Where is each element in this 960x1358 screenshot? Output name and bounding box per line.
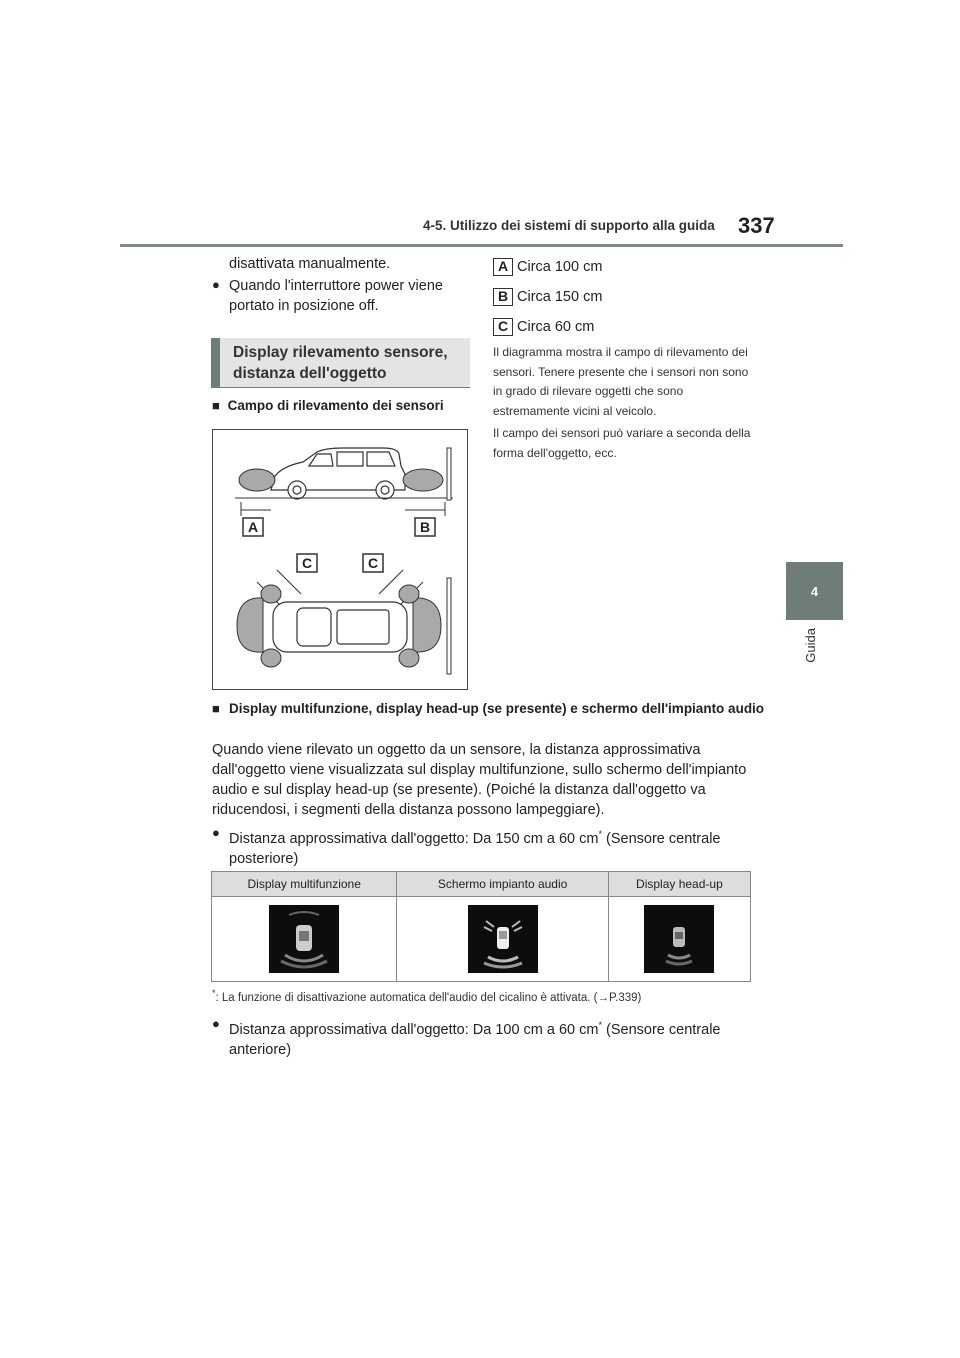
- section-heading-text: Display rilevamento sensore, distanza dell'oggetto: [233, 344, 448, 382]
- table-header-audio: Schermo impianto audio: [397, 872, 608, 897]
- footnote: [212, 988, 772, 1004]
- display-paragraph: Quando viene rilevato un oggetto da un sensore, la distanza approssimativa dall'oggetto viene visualizzata sul display multifunzione, sullo schermo dell'impianto audio e sul display head-up (se presente). (Poiché la distanza dall'oggetto va riducendosi, i segmenti della distanza possono lampeggiare).: [212, 742, 747, 818]
- square-bullet-icon: ■: [212, 701, 220, 716]
- legend-c-letter: C: [493, 318, 513, 336]
- bullet-front-text: Distanza approssimativa dall'oggetto: Da 100 cm a 60 cm: [229, 1021, 599, 1038]
- bullet-rear-text: Distanza approssimativa dall'oggetto: Da 150 cm a 60 cm: [229, 830, 599, 847]
- bullet-front-suffix: (Sensore centrale anteriore): [229, 1021, 721, 1058]
- front-lobe: [239, 469, 275, 491]
- table-header-multi: Display multifunzione: [212, 872, 397, 897]
- legend-b-text: Circa 150 cm: [517, 289, 603, 305]
- label-a: A: [247, 519, 259, 535]
- rear-lobe-top: [413, 598, 441, 652]
- rear-lobe: [403, 469, 443, 491]
- table-header-hud: Display head-up: [608, 872, 750, 897]
- hud-display-image: [644, 905, 714, 973]
- display-table: [211, 871, 751, 982]
- header-rule: [120, 244, 843, 247]
- legend-a-text: Circa 100 cm: [517, 259, 603, 275]
- audio-screen-image: [468, 905, 538, 973]
- front-lobe-top: [237, 598, 263, 652]
- car-top-view: [273, 602, 407, 652]
- bullet-power-off: [212, 276, 472, 316]
- note-diagram: Il diagramma mostra il campo di rilevamento dei sensori. Tenere presente che i sensori non sono in grado di rilevare oggetti che sono estremamente vicini al veicolo.: [493, 345, 749, 418]
- bullet-rear-suffix: (Sensore centrale posteriore): [229, 830, 721, 867]
- page-number: 337: [738, 213, 775, 238]
- label-b: B: [419, 519, 431, 535]
- asterisk: *: [598, 1020, 602, 1030]
- bullet-dot-icon: ●: [212, 277, 220, 292]
- note-range: Il campo dei sensori può variare a seconda della forma dell'oggetto, ecc.: [493, 426, 751, 460]
- section-title: 4-5. Utilizzo dei sistemi di supporto alla guida: [423, 218, 715, 233]
- sensor-range-figure: [212, 429, 468, 690]
- legend-b-letter: B: [493, 288, 513, 306]
- subheading-display-text: Display multifunzione, display head-up (se presente) e schermo dell'impianto audio: [229, 701, 765, 716]
- multi-display-image: [269, 905, 339, 973]
- wall-right: [447, 448, 451, 500]
- footnote-marker: *: [212, 988, 216, 998]
- chapter-label: Guida: [803, 628, 818, 663]
- subheading-range-text: Campo di rilevamento dei sensori: [227, 398, 444, 413]
- bullet-dot-icon: ●: [212, 1016, 220, 1031]
- bullet-front: [212, 1015, 752, 1060]
- subheading-display: [212, 699, 772, 718]
- car-side-view: [271, 448, 405, 499]
- subheading-range: [212, 396, 444, 415]
- footnote-text: : La funzione di disattivazione automatica dell'audio del cicalino è attivata. (→P.339): [215, 991, 642, 1004]
- table-row: [212, 897, 751, 982]
- sensor-range-diagram: [213, 430, 467, 689]
- square-bullet-icon: ■: [212, 398, 220, 413]
- continued-text: disattivata manualmente.: [229, 256, 391, 272]
- legend-a: [493, 258, 602, 276]
- wall-right-top: [447, 578, 451, 674]
- legend-a-letter: A: [493, 258, 513, 276]
- legend-c-text: Circa 60 cm: [517, 319, 595, 335]
- chapter-number: 4: [810, 583, 819, 599]
- bullet-rear: [212, 824, 752, 869]
- section-heading: [211, 338, 470, 388]
- asterisk: *: [598, 829, 602, 839]
- label-c-right: C: [367, 555, 379, 571]
- bullet-text: Quando l'interruttore power viene portato in posizione off.: [229, 278, 443, 314]
- legend-c: [493, 318, 594, 336]
- label-c-left: C: [301, 555, 313, 571]
- bullet-dot-icon: ●: [212, 825, 220, 840]
- chapter-tab: [786, 562, 843, 620]
- legend-b: [493, 288, 602, 306]
- table-header-row: [212, 872, 751, 897]
